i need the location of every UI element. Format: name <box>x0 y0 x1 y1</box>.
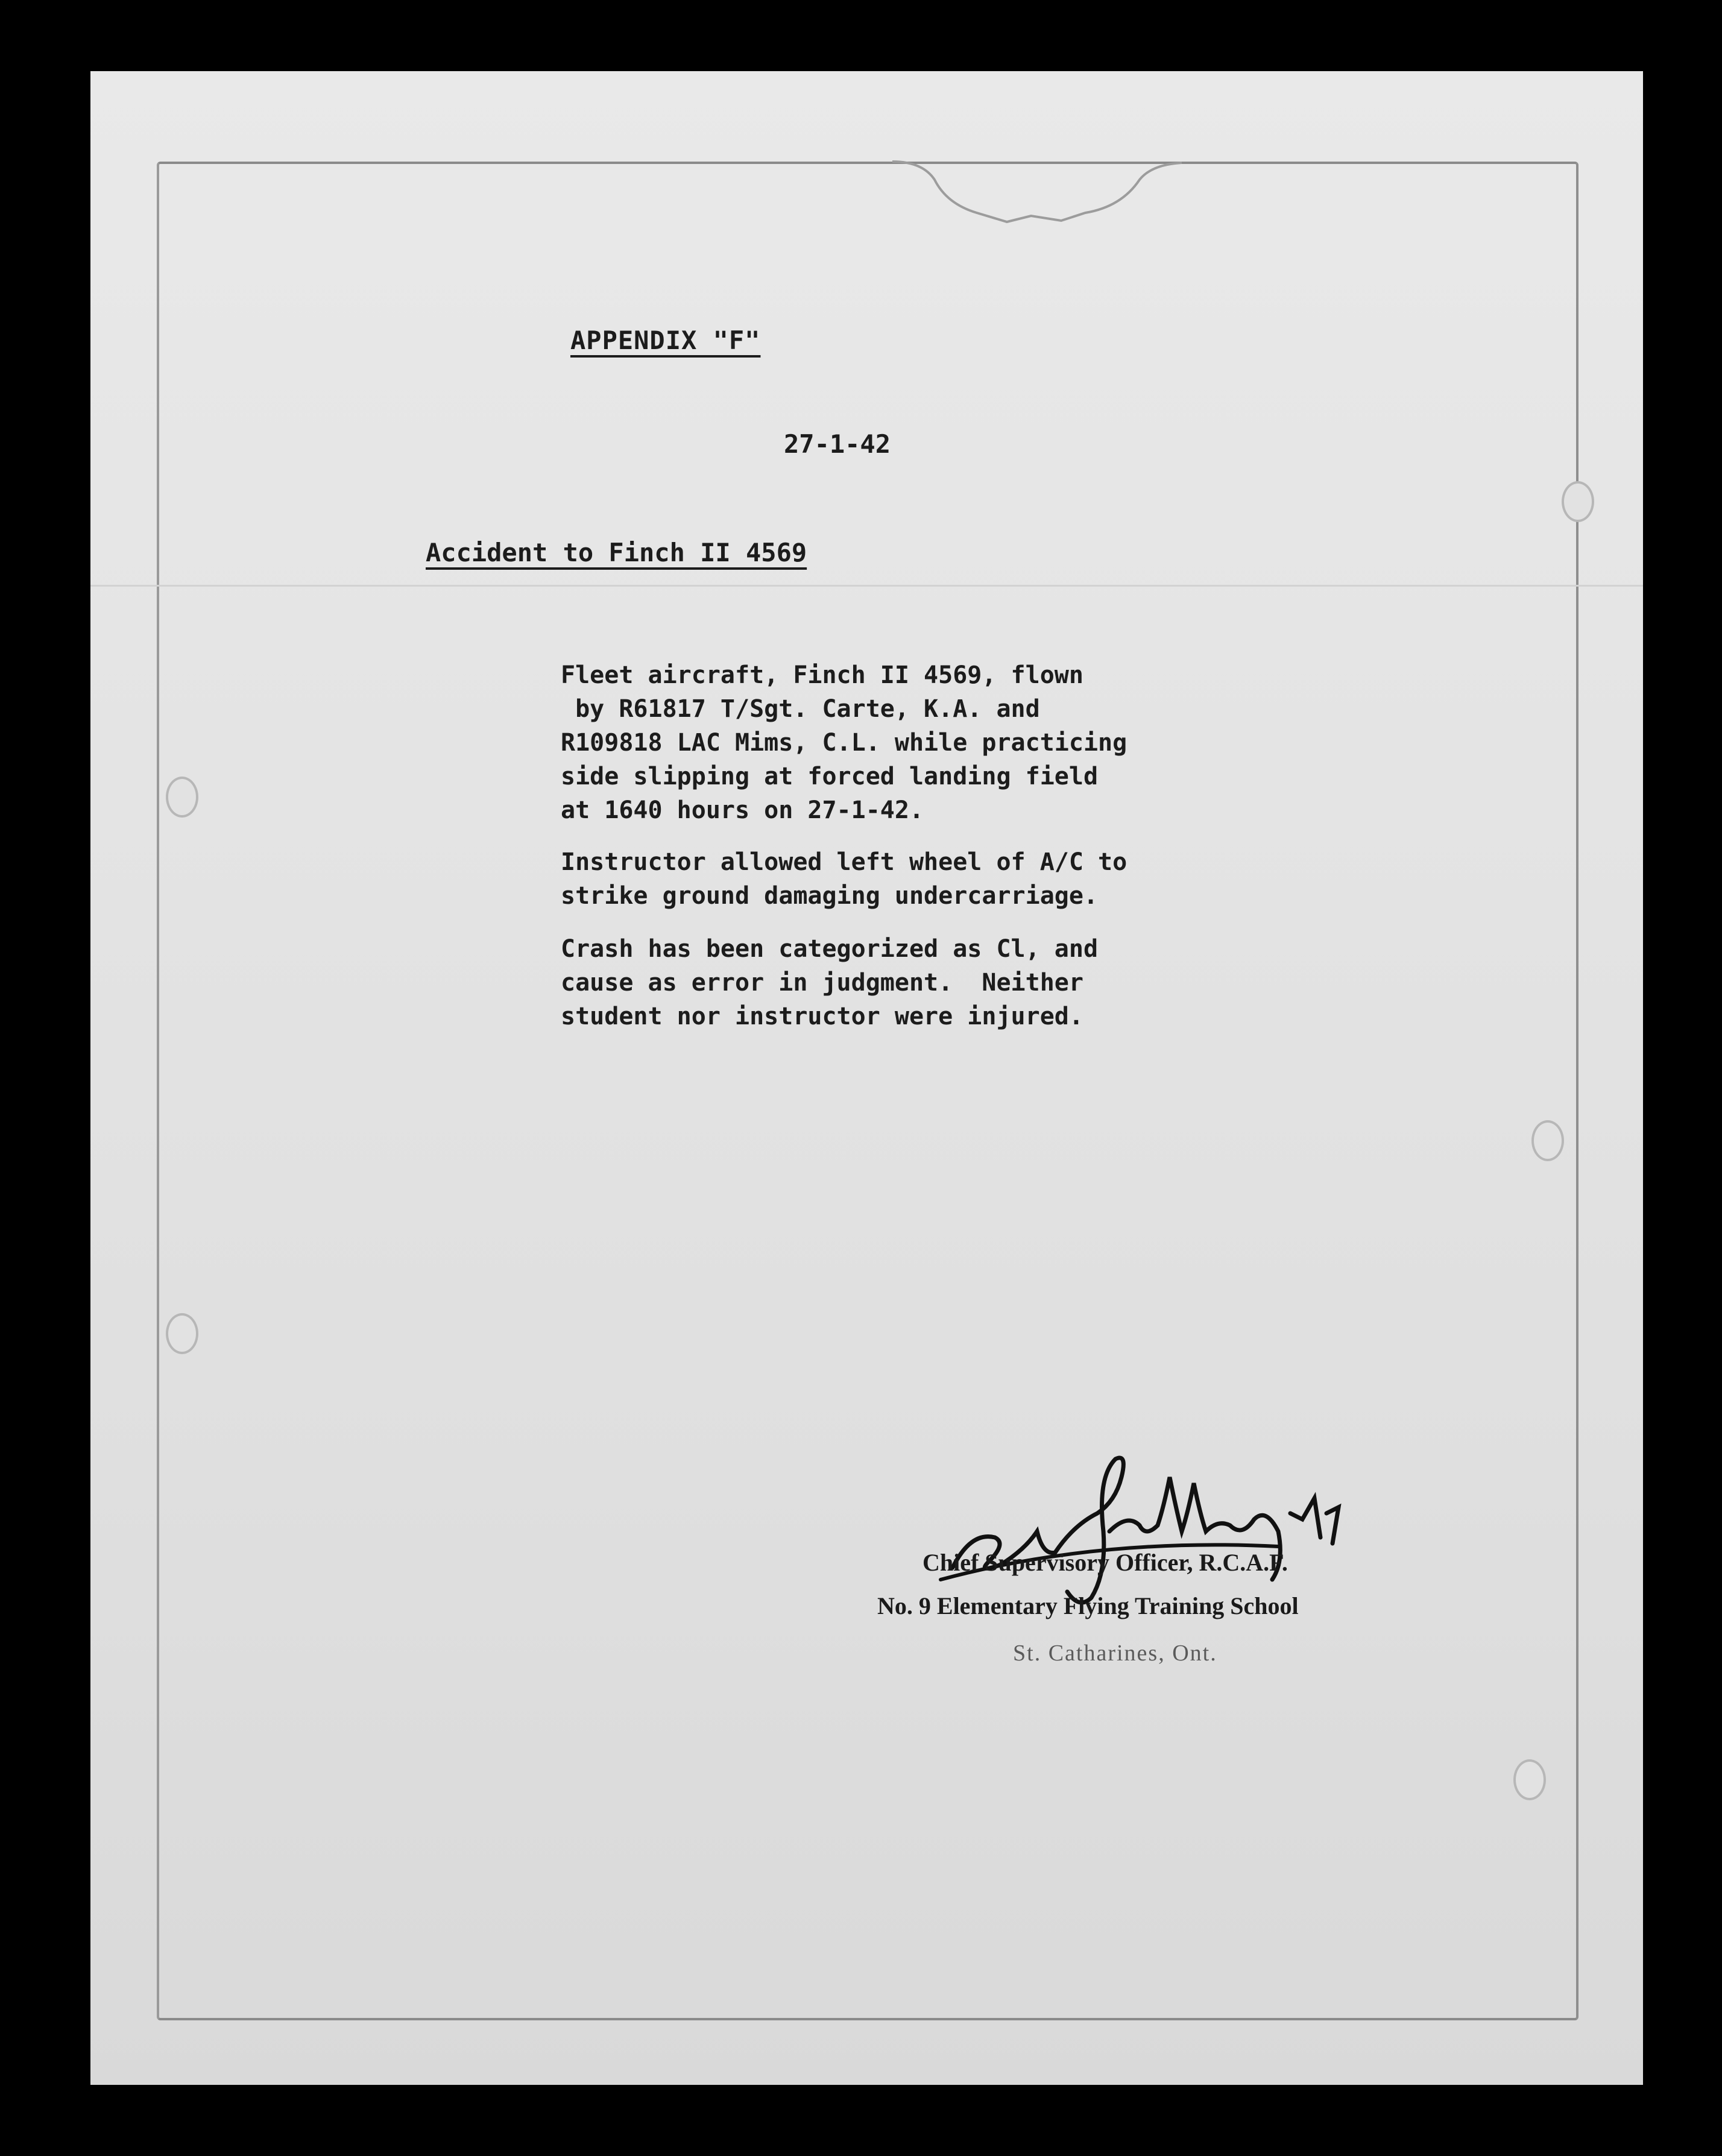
punch-hole <box>1562 481 1594 522</box>
text-line: Instructor allowed left wheel of A/C to <box>561 848 1128 876</box>
paragraph-incident <box>561 658 1127 827</box>
paragraph-damage <box>561 845 1127 913</box>
torn-edge-mark <box>886 156 1188 228</box>
paragraph-categorization <box>561 932 1098 1033</box>
text-line: cause as error in judgment. Neither <box>561 969 1083 997</box>
fold-line <box>90 585 1643 587</box>
signatory-school: No. 9 Elementary Flying Training School <box>877 1592 1299 1619</box>
text-line: at 1640 hours on 27-1-42. <box>561 796 924 824</box>
punch-hole <box>1531 1120 1564 1161</box>
text-line: strike ground damaging undercarriage. <box>561 882 1099 910</box>
text-line: Fleet aircraft, Finch II 4569, flown <box>561 661 1083 689</box>
text-line: R109818 LAC Mims, C.L. while practicing <box>561 729 1128 757</box>
document-date: 27-1-42 <box>784 429 891 459</box>
text-line: side slipping at forced landing field <box>561 763 1099 790</box>
punch-hole <box>1513 1759 1546 1800</box>
text-line: Crash has been categorized as Cl, and <box>561 935 1099 963</box>
document-page <box>90 71 1643 2085</box>
signatory-place: St. Catharines, Ont. <box>1013 1641 1217 1666</box>
text-line: by R61817 T/Sgt. Carte, K.A. and <box>561 695 1040 723</box>
punch-hole <box>166 1313 198 1354</box>
subject-line: Accident to Finch II 4569 <box>426 538 807 567</box>
appendix-heading: APPENDIX "F" <box>570 326 761 355</box>
text-line: student nor instructor were injured. <box>561 1003 1083 1030</box>
signatory-title: Chief Supervisory Officer, R.C.A.F. <box>922 1549 1288 1576</box>
punch-hole <box>166 777 198 818</box>
